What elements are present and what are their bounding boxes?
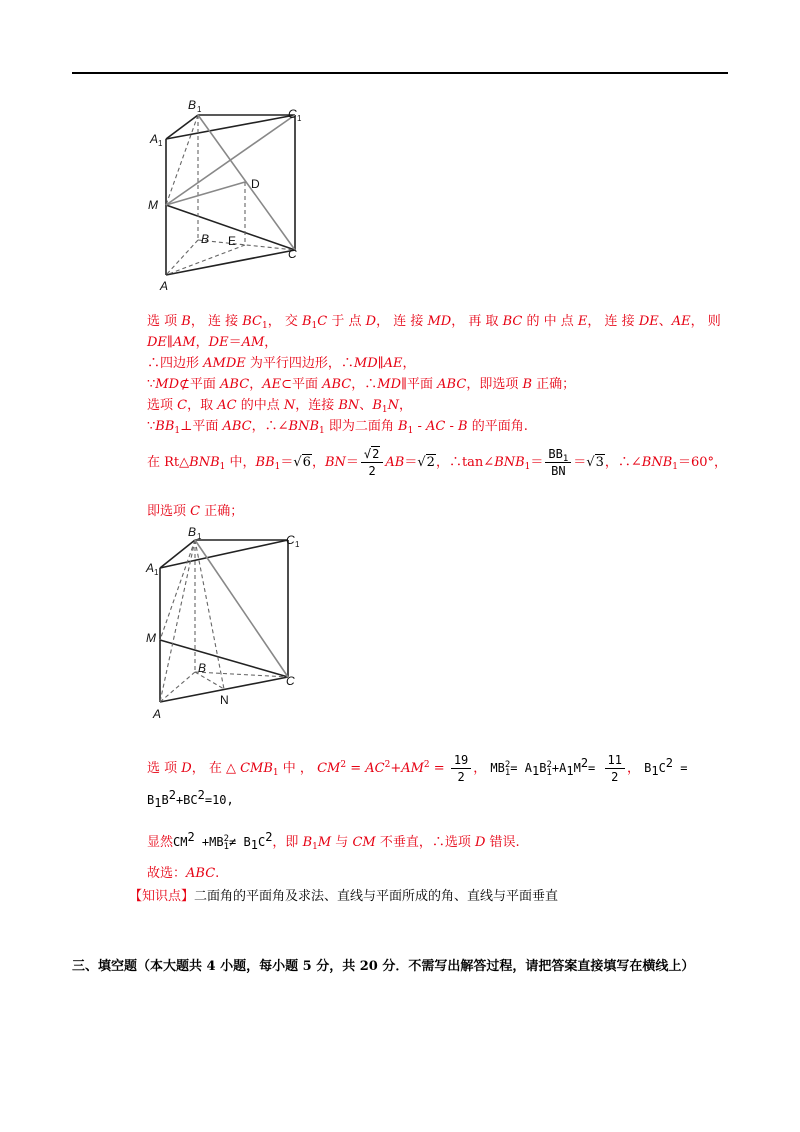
solution-line-6: $\because BB_1\perp$平面 ABC，$\therefore\angle BNB_1$ 即为二面角 $B_1$ ‑ AC ‑ B 的平面角. xyxy=(147,419,528,436)
label-E: E xyxy=(228,234,237,248)
solution-line-4: ∵MD⊄平面 ABC，AE⊂平面 ABC，∴MD∥平面 ABC，即选项 B 正确； xyxy=(147,377,576,392)
solution-line-7: 在 $Rt\triangle BNB_1$ 中，$BB_1=√6$，BN＝ $\frac{√2}{2}$ AB＝√2，$\therefore\tan\angle BNB_1=$ $\frac{BB_1}{BN}$ ＝√3，$\therefore\angle BNB_1=60^\circ$， xyxy=(147,447,728,478)
label-D: D xyxy=(251,177,260,191)
label-C1: C xyxy=(288,107,297,121)
sqrt-6: √6 xyxy=(293,455,311,470)
knowledge-point-tag: 【知识点】 xyxy=(129,889,195,904)
prism-figure-1 xyxy=(140,95,315,295)
label-B1: B xyxy=(188,525,197,539)
label-B1: B xyxy=(188,98,197,112)
label-C: C xyxy=(288,247,297,261)
label-M: M xyxy=(146,631,156,645)
label-C1-sub: 1 xyxy=(297,114,302,123)
label-B1-sub: 1 xyxy=(197,105,202,114)
label-C: C xyxy=(286,674,295,688)
fraction-bb1-over-bn: $\frac{BB_1}{BN}$ xyxy=(545,446,571,479)
label-B: B xyxy=(198,661,207,675)
fraction-19-over-2: $\frac{19}{2}$ xyxy=(451,752,471,785)
solution-line-3: ∴四边形 AMDE 为平行四边形，∴MD∥AE， xyxy=(147,356,416,371)
prism-figure-2 xyxy=(140,522,315,727)
label-A: A xyxy=(160,279,169,293)
label-C1-sub: 1 xyxy=(295,540,300,549)
solution-line-9: 选 项 D， 在 △ $CMB_1$ 中 ， $CM^2 = AC^2+AM^2$ = $\frac{19}{2}$ ， MB 2 1 = $A_1B$ 2 1 $+A_1M^2=$ $\frac{11}{2}$ ， $B_1C^2$ = xyxy=(147,753,688,784)
fraction-sqrt2-over-2: $\frac{√2}{2}$ xyxy=(361,446,383,479)
label-A1: A xyxy=(150,132,159,146)
label-N: N xyxy=(220,693,229,707)
fraction-11-over-2: $\frac{11}{2}$ xyxy=(605,752,625,785)
label-A1: A xyxy=(146,561,155,575)
solution-line-8: 即选项 C 正确； xyxy=(147,504,244,519)
solution-line-12: 故选：ABC. xyxy=(147,866,220,881)
label-A1-sub: 1 xyxy=(158,139,163,148)
label-A: A xyxy=(153,707,162,721)
label-B1-sub: 1 xyxy=(197,532,202,541)
label-B: B xyxy=(201,232,210,246)
solution-line-1: 选 项 B， 连 接 $BC_1$， 交 $B_1C$ 于 点 D， 连 接 MD， 再 取 BC 的 中 点 E， 连 接 DE、AE， 则 xyxy=(147,314,721,331)
knowledge-point-text: 二面角的平面角及求法、直线与平面所成的角、直线与平面垂直 xyxy=(194,889,559,904)
section-heading: 三、填空题（本大题共 4 小题，每小题 5 分，共 20 分．不需写出解答过程，请把答案直接填写在横线上） xyxy=(72,959,695,974)
label-A1-sub: 1 xyxy=(154,568,159,577)
sqrt-2: √2 xyxy=(417,455,435,470)
solution-line-10: $B_1B^2+BC^2=10$, xyxy=(147,788,234,810)
sqrt-3: √3 xyxy=(586,455,604,470)
solution-line-2: DE∥AM，DE＝AM， xyxy=(147,335,278,350)
label-C1: C xyxy=(286,533,295,547)
knowledge-point xyxy=(129,887,558,907)
solution-line-5: 选项 C，取 AC 的中点 N，连接 BN、$B_1N$， xyxy=(147,398,412,415)
top-rule xyxy=(72,72,728,74)
solution-line-11: 显然$CM^2 +MB$ 2 1 ≠ $B_1C^2$，即 $B_1M$ 与 CM 不垂直，∴选项 D 错误. xyxy=(147,830,520,852)
label-M: M xyxy=(148,198,158,212)
